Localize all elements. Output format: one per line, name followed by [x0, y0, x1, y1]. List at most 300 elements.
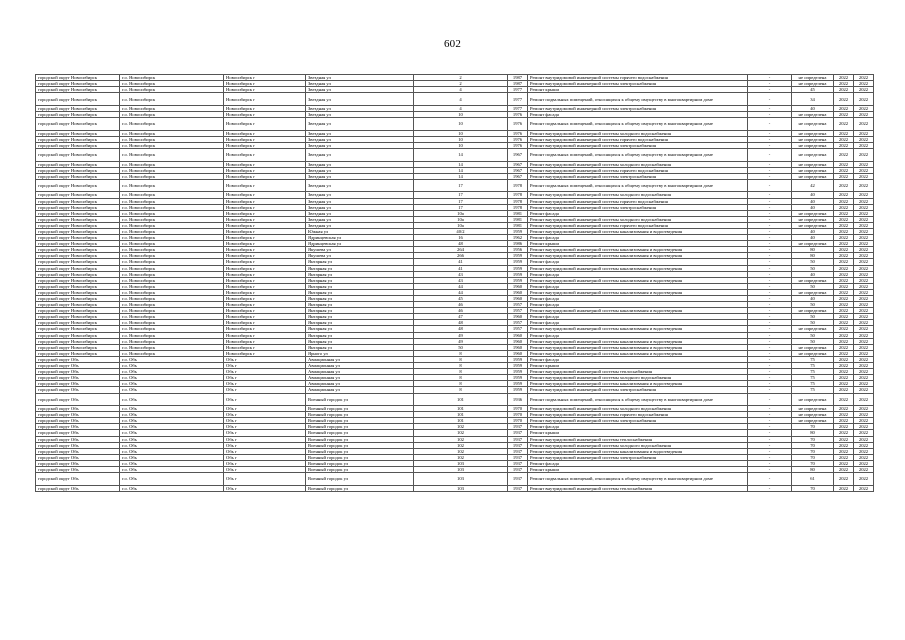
cell-build-year: 1959: [508, 375, 528, 381]
cell-municipality: городской округ Обь: [36, 448, 120, 454]
cell-placeholder: -: [748, 222, 792, 228]
cell-street: Южная ул: [306, 228, 414, 234]
cell-work-type: Ремонт внутридомовой инженерной системы горячего водоснабжения: [528, 198, 748, 204]
cell-start-year: 2022: [834, 142, 854, 148]
cell-house-number: 8: [414, 375, 508, 381]
cell-end-year: 2022: [854, 204, 874, 210]
cell-work-type: Ремонт фасада: [528, 332, 748, 338]
cell-end-year: 2022: [854, 81, 874, 87]
cell-build-year: 1981: [508, 216, 528, 222]
cell-build-year: 1970: [508, 418, 528, 424]
cell-placeholder: -: [748, 424, 792, 430]
cell-settlement: г.о. Обь: [120, 393, 224, 406]
cell-work-type: Ремонт внутридомовой инженерной системы электроснабжения: [528, 105, 748, 111]
cell-cost: 70: [792, 424, 834, 430]
cell-placeholder: -: [748, 289, 792, 295]
cell-city: Новосибирск г: [224, 241, 306, 247]
cell-work-type: Ремонт фасада: [528, 314, 748, 320]
cell-house-number: 47: [414, 314, 508, 320]
cell-cost: 50: [792, 302, 834, 308]
cell-placeholder: -: [748, 277, 792, 283]
cell-build-year: 1937: [508, 454, 528, 460]
cell-house-number: 10а: [414, 222, 508, 228]
cell-placeholder: -: [748, 442, 792, 448]
cell-cost: не определена: [792, 412, 834, 418]
cell-house-number: 10а: [414, 216, 508, 222]
cell-street: Звездная ул: [306, 210, 414, 216]
cell-house-number: 8: [414, 363, 508, 369]
cell-build-year: 1987: [508, 81, 528, 87]
cell-cost: 40: [792, 271, 834, 277]
cell-street: Звездная ул: [306, 130, 414, 136]
cell-placeholder: -: [748, 363, 792, 369]
cell-house-number: 14: [414, 167, 508, 173]
cell-work-type: Ремонт внутридомовой инженерной системы электроснабжения: [528, 81, 748, 87]
cell-municipality: городской округ Новосибирск: [36, 75, 120, 81]
cell-placeholder: -: [748, 142, 792, 148]
cell-settlement: г.о. Обь: [120, 442, 224, 448]
cell-house-number: 2: [414, 81, 508, 87]
cell-cost: не определена: [792, 277, 834, 283]
cell-start-year: 2022: [834, 369, 854, 375]
cell-start-year: 2022: [834, 75, 854, 81]
cell-build-year: 1960: [508, 332, 528, 338]
cell-placeholder: -: [748, 454, 792, 460]
cell-build-year: 1957: [508, 326, 528, 332]
cell-municipality: городской округ Новосибирск: [36, 277, 120, 283]
cell-work-type: Ремонт крыши: [528, 363, 748, 369]
cell-end-year: 2022: [854, 247, 874, 253]
cell-cost: 75: [792, 381, 834, 387]
cell-work-type: Ремонт внутридомовой инженерной системы холодного водоснабжения: [528, 161, 748, 167]
cell-start-year: 2022: [834, 338, 854, 344]
cell-end-year: 2022: [854, 454, 874, 460]
cell-end-year: 2022: [854, 406, 874, 412]
cell-work-type: Ремонт фасада: [528, 259, 748, 265]
cell-municipality: городской округ Обь: [36, 381, 120, 387]
cell-street: Военный городок ул: [306, 418, 414, 424]
cell-build-year: 1977: [508, 93, 528, 106]
cell-placeholder: -: [748, 387, 792, 393]
cell-build-year: 1967: [508, 173, 528, 179]
cell-settlement: г.о. Новосибирск: [120, 81, 224, 87]
cell-end-year: 2022: [854, 142, 874, 148]
cell-work-type: Ремонт фасада: [528, 283, 748, 289]
cell-street: Янтарная ул: [306, 338, 414, 344]
table-row: [36, 393, 874, 406]
cell-settlement: г.о. Новосибирск: [120, 277, 224, 283]
cell-settlement: г.о. Новосибирск: [120, 192, 224, 198]
cell-placeholder: -: [748, 130, 792, 136]
cell-municipality: городской округ Новосибирск: [36, 235, 120, 241]
cell-cost: 80: [792, 430, 834, 436]
cell-work-type: Ремонт внутридомовой инженерной системы холодного водоснабжения: [528, 406, 748, 412]
cell-street: Звездная ул: [306, 81, 414, 87]
cell-work-type: Ремонт фасада: [528, 424, 748, 430]
cell-build-year: 1976: [508, 130, 528, 136]
cell-placeholder: -: [748, 235, 792, 241]
cell-start-year: 2022: [834, 167, 854, 173]
cell-placeholder: -: [748, 418, 792, 424]
cell-end-year: 2022: [854, 118, 874, 131]
cell-end-year: 2022: [854, 130, 874, 136]
cell-house-number: 8: [414, 356, 508, 362]
cell-start-year: 2022: [834, 87, 854, 93]
cell-municipality: городской округ Новосибирск: [36, 326, 120, 332]
cell-start-year: 2022: [834, 228, 854, 234]
cell-city: Новосибирск г: [224, 105, 306, 111]
cell-build-year: 1959: [508, 277, 528, 283]
cell-street: Звездная ул: [306, 222, 414, 228]
cell-settlement: г.о. Обь: [120, 430, 224, 436]
cell-settlement: г.о. Новосибирск: [120, 314, 224, 320]
cell-city: Новосибирск г: [224, 136, 306, 142]
cell-municipality: городской округ Новосибирск: [36, 259, 120, 265]
cell-city: Новосибирск г: [224, 161, 306, 167]
cell-city: Обь г: [224, 418, 306, 424]
cell-settlement: г.о. Обь: [120, 406, 224, 412]
cell-cost: 40: [792, 192, 834, 198]
cell-municipality: городской округ Новосибирск: [36, 289, 120, 295]
cell-city: Обь г: [224, 485, 306, 491]
cell-settlement: г.о. Обь: [120, 418, 224, 424]
cell-street: Янтарная ул: [306, 277, 414, 283]
cell-build-year: 1978: [508, 179, 528, 192]
cell-settlement: г.о. Обь: [120, 356, 224, 362]
cell-settlement: г.о. Новосибирск: [120, 105, 224, 111]
cell-placeholder: -: [748, 393, 792, 406]
cell-cost: не определена: [792, 161, 834, 167]
cell-placeholder: -: [748, 314, 792, 320]
cell-build-year: 1937: [508, 460, 528, 466]
cell-work-type: Ремонт внутридомовой инженерной системы канализования и водоотведения: [528, 350, 748, 356]
cell-cost: 61: [792, 473, 834, 486]
cell-municipality: городской округ Новосибирск: [36, 241, 120, 247]
cell-city: Новосибирск г: [224, 130, 306, 136]
cell-street: Якушева ул: [306, 247, 414, 253]
cell-start-year: 2022: [834, 111, 854, 117]
table-row: [36, 485, 874, 491]
cell-street: Звездная ул: [306, 136, 414, 142]
cell-start-year: 2022: [834, 289, 854, 295]
cell-placeholder: -: [748, 485, 792, 491]
cell-street: Авиационная ул: [306, 381, 414, 387]
cell-work-type: Ремонт внутридомовой инженерной системы теплоснабжения: [528, 485, 748, 491]
cell-street: Звездная ул: [306, 93, 414, 106]
cell-municipality: городской округ Новосибирск: [36, 161, 120, 167]
cell-start-year: 2022: [834, 93, 854, 106]
cell-end-year: 2022: [854, 356, 874, 362]
cell-city: Новосибирск г: [224, 93, 306, 106]
cell-start-year: 2022: [834, 259, 854, 265]
cell-placeholder: -: [748, 473, 792, 486]
cell-street: Звездная ул: [306, 111, 414, 117]
cell-end-year: 2022: [854, 210, 874, 216]
cell-placeholder: -: [748, 308, 792, 314]
cell-city: Новосибирск г: [224, 173, 306, 179]
table-row: [36, 473, 874, 486]
cell-work-type: Ремонт фасада: [528, 460, 748, 466]
cell-settlement: г.о. Новосибирск: [120, 253, 224, 259]
cell-placeholder: -: [748, 192, 792, 198]
cell-cost: не определена: [792, 148, 834, 161]
cell-street: Звездная ул: [306, 192, 414, 198]
cell-settlement: г.о. Обь: [120, 473, 224, 486]
cell-end-year: 2022: [854, 442, 874, 448]
cell-city: Новосибирск г: [224, 289, 306, 295]
cell-end-year: 2022: [854, 369, 874, 375]
cell-street: Авиационная ул: [306, 387, 414, 393]
cell-street: Военный городок ул: [306, 430, 414, 436]
cell-city: Новосибирск г: [224, 87, 306, 93]
cell-work-type: Ремонт фасада: [528, 111, 748, 117]
cell-work-type: Ремонт крыши: [528, 467, 748, 473]
cell-placeholder: -: [748, 375, 792, 381]
cell-build-year: 1957: [508, 320, 528, 326]
cell-house-number: 17: [414, 198, 508, 204]
cell-placeholder: -: [748, 436, 792, 442]
cell-placeholder: -: [748, 283, 792, 289]
cell-start-year: 2022: [834, 320, 854, 326]
cell-placeholder: -: [748, 161, 792, 167]
cell-street: Ядринцевская ул: [306, 241, 414, 247]
cell-settlement: г.о. Новосибирск: [120, 204, 224, 210]
cell-end-year: 2022: [854, 167, 874, 173]
cell-placeholder: -: [748, 344, 792, 350]
cell-city: Новосибирск г: [224, 314, 306, 320]
cell-city: Новосибирск г: [224, 332, 306, 338]
cell-build-year: 1978: [508, 192, 528, 198]
cell-house-number: 48: [414, 241, 508, 247]
cell-cost: не определена: [792, 210, 834, 216]
cell-build-year: 1986: [508, 241, 528, 247]
cell-build-year: 1937: [508, 430, 528, 436]
cell-cost: 70: [792, 485, 834, 491]
cell-settlement: г.о. Новосибирск: [120, 198, 224, 204]
cell-cost: не определена: [792, 406, 834, 412]
cell-city: Обь г: [224, 448, 306, 454]
cell-end-year: 2022: [854, 265, 874, 271]
cell-municipality: городской округ Новосибирск: [36, 118, 120, 131]
cell-placeholder: -: [748, 412, 792, 418]
cell-work-type: Ремонт внутридомовой инженерной системы электроснабжения: [528, 387, 748, 393]
cell-placeholder: -: [748, 265, 792, 271]
cell-house-number: 10: [414, 142, 508, 148]
cell-placeholder: -: [748, 406, 792, 412]
cell-cost: не определена: [792, 167, 834, 173]
cell-start-year: 2022: [834, 283, 854, 289]
cell-municipality: городской округ Новосибирск: [36, 204, 120, 210]
cell-end-year: 2022: [854, 179, 874, 192]
cell-house-number: 10: [414, 118, 508, 131]
cell-cost: не определена: [792, 393, 834, 406]
cell-city: Новосибирск г: [224, 265, 306, 271]
cell-end-year: 2022: [854, 192, 874, 198]
cell-house-number: 103: [414, 467, 508, 473]
cell-placeholder: -: [748, 338, 792, 344]
cell-start-year: 2022: [834, 460, 854, 466]
cell-street: Звездная ул: [306, 179, 414, 192]
cell-city: Обь г: [224, 424, 306, 430]
cell-settlement: г.о. Новосибирск: [120, 130, 224, 136]
cell-end-year: 2022: [854, 350, 874, 356]
cell-house-number: 45: [414, 296, 508, 302]
cell-build-year: 1959: [508, 228, 528, 234]
cell-start-year: 2022: [834, 241, 854, 247]
cell-placeholder: -: [748, 356, 792, 362]
cell-municipality: городской округ Новосибирск: [36, 253, 120, 259]
cell-settlement: г.о. Обь: [120, 412, 224, 418]
cell-work-type: Ремонт крыши: [528, 430, 748, 436]
cell-house-number: 48: [414, 326, 508, 332]
cell-city: Новосибирск г: [224, 338, 306, 344]
cell-end-year: 2022: [854, 460, 874, 466]
cell-house-number: 43: [414, 271, 508, 277]
cell-city: Обь г: [224, 442, 306, 448]
cell-settlement: г.о. Новосибирск: [120, 289, 224, 295]
cell-house-number: 46: [414, 302, 508, 308]
cell-house-number: 4: [414, 105, 508, 111]
cell-settlement: г.о. Обь: [120, 485, 224, 491]
cell-work-type: Ремонт внутридомовой инженерной системы горячего водоснабжения: [528, 136, 748, 142]
cell-settlement: г.о. Обь: [120, 375, 224, 381]
cell-cost: не определена: [792, 136, 834, 142]
cell-city: Обь г: [224, 369, 306, 375]
cell-city: Обь г: [224, 381, 306, 387]
cell-cost: 40: [792, 235, 834, 241]
cell-end-year: 2022: [854, 308, 874, 314]
cell-start-year: 2022: [834, 412, 854, 418]
cell-municipality: городской округ Новосибирск: [36, 173, 120, 179]
cell-placeholder: -: [748, 259, 792, 265]
cell-municipality: городской округ Новосибирск: [36, 247, 120, 253]
cell-city: Новосибирск г: [224, 320, 306, 326]
cell-end-year: 2022: [854, 148, 874, 161]
cell-placeholder: -: [748, 430, 792, 436]
cell-end-year: 2022: [854, 381, 874, 387]
cell-street: Звездная ул: [306, 118, 414, 131]
cell-end-year: 2022: [854, 253, 874, 259]
cell-municipality: городской округ Обь: [36, 424, 120, 430]
cell-house-number: 4: [414, 87, 508, 93]
cell-end-year: 2022: [854, 393, 874, 406]
cell-end-year: 2022: [854, 473, 874, 486]
cell-end-year: 2022: [854, 283, 874, 289]
cell-settlement: г.о. Новосибирск: [120, 235, 224, 241]
cell-start-year: 2022: [834, 161, 854, 167]
cell-cost: 80: [792, 467, 834, 473]
cell-work-type: Ремонт внутридомовой инженерной системы горячего водоснабжения: [528, 222, 748, 228]
cell-work-type: Ремонт внутридомовой инженерной системы канализования и водоотведения: [528, 228, 748, 234]
cell-build-year: 1970: [508, 412, 528, 418]
cell-end-year: 2022: [854, 448, 874, 454]
cell-city: Новосибирск г: [224, 308, 306, 314]
cell-start-year: 2022: [834, 118, 854, 131]
cell-build-year: 1960: [508, 296, 528, 302]
cell-cost: не определена: [792, 326, 834, 332]
cell-municipality: городской округ Новосибирск: [36, 136, 120, 142]
cell-municipality: городской округ Обь: [36, 430, 120, 436]
cell-street: Военный городок ул: [306, 393, 414, 406]
cell-street: Звездная ул: [306, 204, 414, 210]
cell-start-year: 2022: [834, 363, 854, 369]
cell-end-year: 2022: [854, 161, 874, 167]
cell-start-year: 2022: [834, 210, 854, 216]
cell-house-number: 44: [414, 283, 508, 289]
cell-settlement: г.о. Обь: [120, 448, 224, 454]
cell-build-year: 1957: [508, 302, 528, 308]
cell-municipality: городской округ Новосибирск: [36, 111, 120, 117]
cell-work-type: Ремонт подвальных помещений, относящихся к общему имуществу в многоквартирном доме: [528, 93, 748, 106]
cell-municipality: городской округ Обь: [36, 473, 120, 486]
cell-work-type: Ремонт внутридомовой инженерной системы холодного водоснабжения: [528, 130, 748, 136]
cell-placeholder: -: [748, 118, 792, 131]
cell-house-number: 10а: [414, 210, 508, 216]
cell-settlement: г.о. Новосибирск: [120, 222, 224, 228]
cell-end-year: 2022: [854, 87, 874, 93]
cell-municipality: городской округ Новосибирск: [36, 87, 120, 93]
cell-start-year: 2022: [834, 467, 854, 473]
cell-end-year: 2022: [854, 93, 874, 106]
cell-street: Военный городок ул: [306, 442, 414, 448]
cell-cost: 70: [792, 436, 834, 442]
cell-cost: 75: [792, 387, 834, 393]
cell-start-year: 2022: [834, 418, 854, 424]
cell-cost: 75: [792, 363, 834, 369]
cell-city: Новосибирск г: [224, 148, 306, 161]
cell-city: Новосибирск г: [224, 75, 306, 81]
cell-house-number: 8: [414, 369, 508, 375]
cell-street: Янтарная ул: [306, 259, 414, 265]
cell-placeholder: -: [748, 369, 792, 375]
cell-work-type: Ремонт внутридомовой инженерной системы электроснабжения: [528, 142, 748, 148]
cell-build-year: 1978: [508, 204, 528, 210]
cell-build-year: 1970: [508, 406, 528, 412]
cell-build-year: 1976: [508, 118, 528, 131]
cell-start-year: 2022: [834, 356, 854, 362]
cell-municipality: городской округ Новосибирск: [36, 332, 120, 338]
cell-city: Новосибирск г: [224, 277, 306, 283]
cell-house-number: 50: [414, 344, 508, 350]
cell-build-year: 1981: [508, 222, 528, 228]
cell-build-year: 1937: [508, 473, 528, 486]
cell-work-type: Ремонт внутридомовой инженерной системы горячего водоснабжения: [528, 412, 748, 418]
cell-build-year: 1959: [508, 381, 528, 387]
cell-municipality: городской округ Новосибирск: [36, 271, 120, 277]
cell-cost: 45: [792, 87, 834, 93]
cell-start-year: 2022: [834, 222, 854, 228]
cell-placeholder: -: [748, 467, 792, 473]
cell-settlement: г.о. Новосибирск: [120, 216, 224, 222]
cell-start-year: 2022: [834, 105, 854, 111]
cell-end-year: 2022: [854, 338, 874, 344]
cell-start-year: 2022: [834, 381, 854, 387]
cell-street: Янтарная ул: [306, 265, 414, 271]
cell-cost: 50: [792, 332, 834, 338]
cell-work-type: Ремонт фасада: [528, 271, 748, 277]
cell-end-year: 2022: [854, 216, 874, 222]
cell-work-type: Ремонт крыши: [528, 241, 748, 247]
cell-work-type: Ремонт внутридомовой инженерной системы канализования и водоотведения: [528, 277, 748, 283]
cell-build-year: 1937: [508, 485, 528, 491]
cell-settlement: г.о. Обь: [120, 369, 224, 375]
cell-work-type: Ремонт подвальных помещений, относящихся к общему имуществу в многоквартирном доме: [528, 393, 748, 406]
cell-house-number: 17: [414, 192, 508, 198]
cell-house-number: 10: [414, 136, 508, 142]
cell-house-number: 49: [414, 332, 508, 338]
cell-work-type: Ремонт подвальных помещений, относящихся к общему имуществу в многоквартирном доме: [528, 118, 748, 131]
cell-end-year: 2022: [854, 105, 874, 111]
